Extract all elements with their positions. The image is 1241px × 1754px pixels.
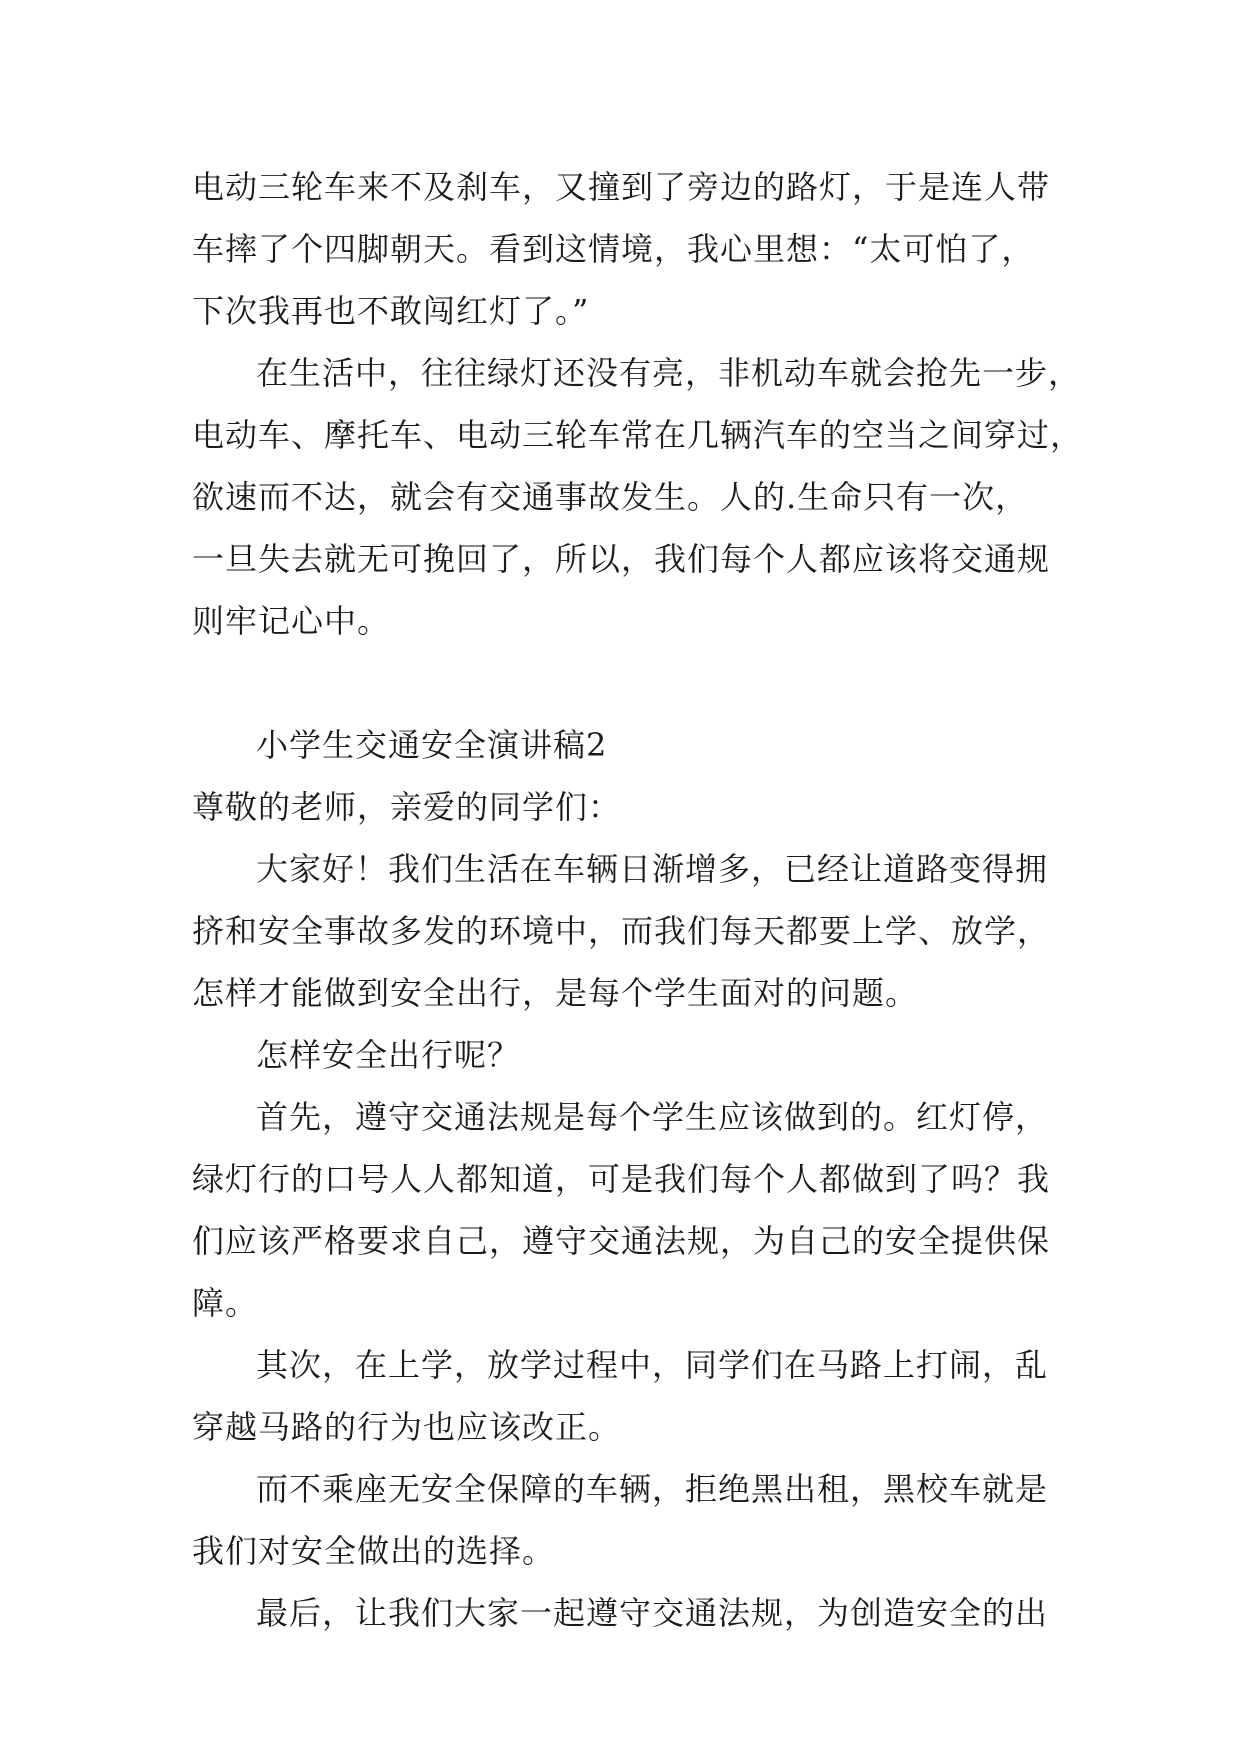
text-line: 电动三轮车来不及刹车，又撞到了旁边的路灯，于是连人带 [192,168,1051,206]
section-title: 小学生交通安全演讲稿2 [256,726,608,764]
text-line: 下次我再也不敢闯红灯了。” [192,292,590,330]
paragraph-start-line: 怎样安全出行呢？ [256,1036,521,1074]
text-line: 电动车、摩托车、电动三轮车常在几辆汽车的空当之间穿过， [192,416,1084,454]
text-line: 障。 [192,1284,259,1322]
text-line: 欲速而不达，就会有交通事故发生。人的.生命只有一次， [192,478,1029,516]
text-line: 挤和安全事故多发的环境中，而我们每天都要上学、放学， [192,912,1051,950]
paragraph-start-line: 在生活中，往往绿灯还没有亮，非机动车就会抢先一步， [256,354,1082,392]
section-gap [192,652,1072,714]
paragraph-start-line: 最后，让我们大家一起遵守交通法规，为创造安全的出 [256,1594,1049,1632]
paragraph-start-line: 而不乘座无安全保障的车辆，拒绝黑出租，黑校车就是 [256,1470,1049,1508]
text-line: 则牢记心中。 [192,602,391,640]
text-line: 我们对安全做出的选择。 [192,1532,556,1570]
text-line: 们应该严格要求自己，遵守交通法规，为自己的安全提供保 [192,1222,1051,1260]
text-line: 绿灯行的口号人人都知道，可是我们每个人都做到了吗？我 [192,1160,1051,1198]
text-line: 车摔了个四脚朝天。看到这情境，我心里想：“太可怕了， [192,230,1035,268]
paragraph-start-line: 大家好！我们生活在车辆日渐增多，已经让道路变得拥 [256,850,1049,888]
text-line: 穿越马路的行为也应该改正。 [192,1408,622,1446]
salutation: 尊敬的老师，亲爱的同学们： [192,788,622,826]
text-line: 怎样才能做到安全出行，是每个学生面对的问题。 [192,974,919,1012]
text-line: 一旦失去就无可挽回了，所以，我们每个人都应该将交通规 [192,540,1051,578]
document-body [192,156,1084,1644]
paragraph-start-line: 其次，在上学，放学过程中，同学们在马路上打闹，乱 [256,1346,1049,1384]
paragraph-start-line: 首先，遵守交通法规是每个学生应该做到的。红灯停， [256,1098,1049,1136]
